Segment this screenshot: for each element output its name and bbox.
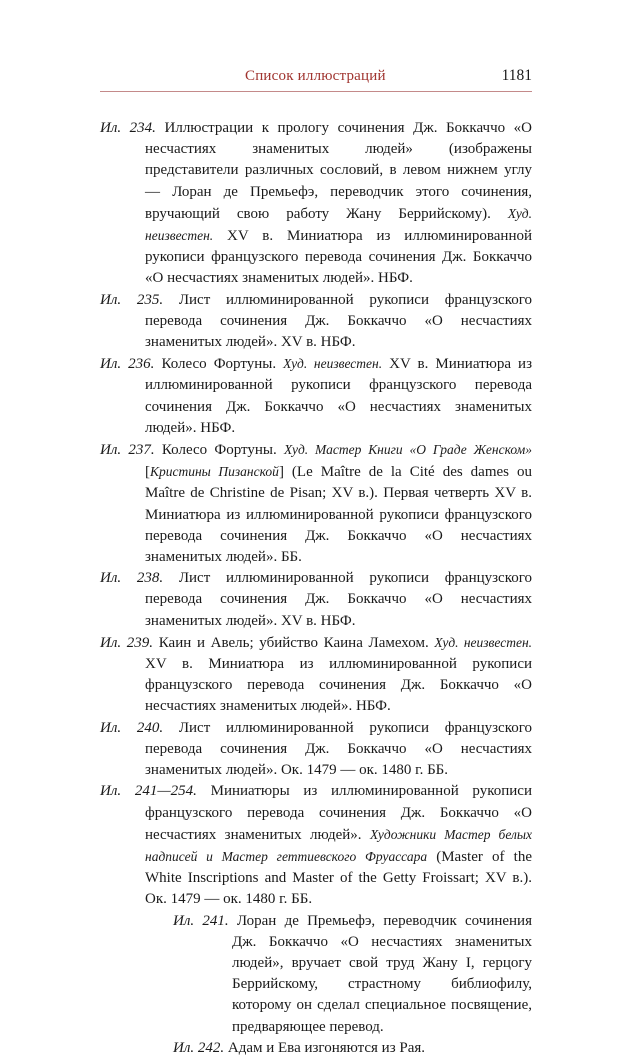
entry-label: Ил. 241—254. [100, 783, 197, 800]
list-item: Ил. 240. Лист иллюминированной рукописи французского перевода сочинения Дж. Боккаччо «О несчастиях знаменитых людей». Ок. 1479 — ок. 1480 г. ББ. [100, 719, 533, 779]
entry-label: Ил. 235. [100, 291, 164, 308]
list-item: Ил. 241—254. Миниатюры из иллюминированной рукописи французского перевода сочинения Дж. Боккаччо «О несчастиях знаменитых людей». Художники Мастер белых надписей и Мастер геттиевского Фруассара (Master of the White Inscriptions and Master of the Getty Froissart; XV в.). Ок. 1479 — ок. 1480 г. ББ. [100, 783, 533, 908]
entry-label: Ил. 236. [100, 356, 155, 373]
list-item: Ил. 235. Лист иллюминированной рукописи французского перевода сочинения Дж. Боккаччо «О несчастиях знаменитых людей». XV в. НБФ. [100, 291, 533, 351]
sub-list-item: Ил. 241. Лоран де Премьефэ, переводчик сочинения Дж. Боккаччо «О несчастиях знаменитых людей», вручает свой труд Жану I, герцогу Беррийскому, страстному библиофилу, которому он сделал специальное посвящение, предваряющее перевод. [173, 912, 532, 1035]
list-item: Ил. 237. Колесо Фортуны. Худ. Мастер Книги «О Граде Женском» [Кристины Пизанской] (Le Maître de la Cité des dames ou Maître de Christine de Pisan; XV в.). Первая четверть XV в. Миниатюра из иллюминированной рукописи французского перевода сочинения Дж. Боккаччо «О несчастиях знаменитых людей». ББ. [100, 442, 533, 566]
entry-label: Ил. 239. [100, 634, 154, 651]
entry-label: Ил. 234. [100, 120, 156, 136]
entry-label: Ил. 241. [173, 912, 229, 929]
sub-list-item: Ил. 242. Адам и Ева изгоняются из Рая. [173, 1039, 426, 1056]
list-item: Ил. 239. Каин и Авель; убийство Каина Ламехом. Худ. неизвестен. XV в. Миниатюра из иллюминированной рукописи французского перевода сочинения Дж. Боккаччо «О несчастиях знаменитых людей». НБФ. [100, 634, 533, 715]
page-number: 1181 [501, 67, 532, 84]
entry-label: Ил. 238. [100, 570, 164, 587]
illustration-list [100, 118, 532, 1059]
entry-label: Ил. 242. [173, 1039, 225, 1056]
entry-label: Ил. 237. [100, 442, 155, 459]
list-item: Ил. 236. Колесо Фортуны. Худ. неизвестен. XV в. Миниатюра из иллюминированной рукописи французского перевода сочинения Дж. Боккаччо «О несчастиях знаменитых людей». НБФ. [100, 356, 532, 436]
running-title: Список иллюстраций [245, 68, 386, 84]
list-item: Ил. 234. Иллюстрации к прологу сочинения Дж. Боккаччо «О несчастиях знаменитых людей» (изображены представители различных сословий, в левом нижнем углу — Лоран де Премьефэ, переводчик этого сочинения, вручающий свою работу Жану Беррийскому). Худ. неизвестен. XV в. Миниатюра из иллюминированной рукописи французского перевода сочинения Дж. Боккаччо «О несчастиях знаменитых людей». НБФ. [100, 120, 533, 287]
list-item: Ил. 238. Лист иллюминированной рукописи французского перевода сочинения Дж. Боккаччо «О несчастиях знаменитых людей». XV в. НБФ. [100, 570, 533, 629]
entry-label: Ил. 240. [100, 719, 164, 736]
running-header [100, 67, 532, 92]
